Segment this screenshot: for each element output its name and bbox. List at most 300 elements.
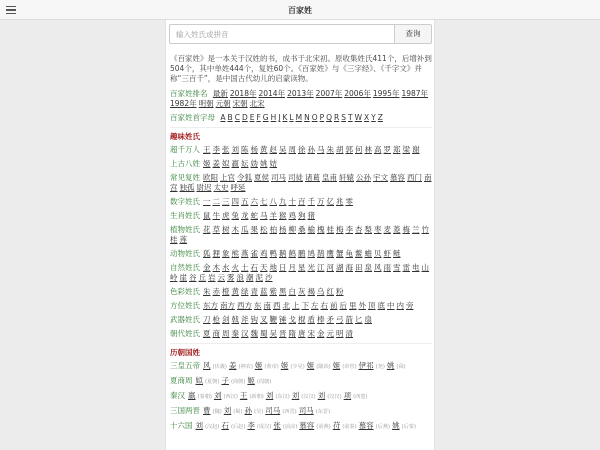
surname-link[interactable]: 潮 bbox=[246, 273, 254, 282]
surname-link[interactable]: 梅 bbox=[402, 225, 410, 234]
surname-link[interactable]: 石 bbox=[221, 421, 229, 430]
letter-link[interactable]: O bbox=[311, 113, 318, 122]
surname-link[interactable]: 司马 bbox=[298, 406, 314, 415]
surname-link[interactable]: 刘 bbox=[195, 421, 203, 430]
surname-link[interactable]: 鹅 bbox=[279, 249, 287, 258]
surname-link[interactable]: 东方 bbox=[203, 301, 218, 310]
surname-link[interactable]: 雷 bbox=[402, 263, 410, 272]
surname-link[interactable]: 海 bbox=[345, 263, 353, 272]
surname-link[interactable]: 雨 bbox=[383, 263, 391, 272]
surname-link[interactable]: 司马 bbox=[265, 406, 281, 415]
surname-link[interactable]: 徐 bbox=[298, 145, 306, 154]
surname-link[interactable]: 姬 bbox=[247, 376, 255, 385]
rank-link[interactable]: 1982年 bbox=[170, 99, 197, 108]
letter-link[interactable]: E bbox=[249, 113, 255, 122]
surname-link[interactable]: 叉 bbox=[260, 315, 268, 324]
surname-link[interactable]: 零 bbox=[345, 197, 353, 206]
surname-link[interactable]: 槐 bbox=[317, 225, 325, 234]
surname-link[interactable]: 石 bbox=[250, 263, 258, 272]
surname-link[interactable]: 红 bbox=[326, 287, 334, 296]
surname-link[interactable]: 木 bbox=[212, 263, 220, 272]
surname-link[interactable]: 水 bbox=[222, 263, 230, 272]
surname-link[interactable]: 何 bbox=[355, 145, 363, 154]
surname-link[interactable]: 果 bbox=[250, 225, 258, 234]
surname-link[interactable]: 姞 bbox=[269, 159, 277, 168]
surname-link[interactable]: 姬 bbox=[332, 361, 341, 370]
surname-link[interactable]: 菱 bbox=[393, 225, 401, 234]
letter-link[interactable]: N bbox=[304, 113, 310, 122]
surname-link[interactable]: 朱 bbox=[203, 287, 211, 296]
surname-link[interactable]: 狸 bbox=[212, 249, 220, 258]
surname-link[interactable]: 杏 bbox=[355, 225, 363, 234]
surname-link[interactable]: 妘 bbox=[241, 159, 249, 168]
rank-link[interactable]: 1987年 bbox=[401, 89, 429, 98]
surname-link[interactable]: 呼延 bbox=[230, 183, 246, 192]
surname-link[interactable]: 匕 bbox=[355, 315, 363, 324]
surname-link[interactable]: 百 bbox=[298, 197, 306, 206]
surname-link[interactable]: 刘 bbox=[223, 406, 232, 415]
surname-link[interactable]: 鳖 bbox=[355, 249, 363, 258]
surname-link[interactable]: 崖 bbox=[179, 273, 187, 282]
surname-link[interactable]: 梨 bbox=[364, 225, 372, 234]
surname-link[interactable]: 八 bbox=[269, 197, 277, 206]
rank-link[interactable]: 1995年 bbox=[372, 89, 400, 98]
surname-link[interactable]: 后 bbox=[339, 301, 347, 310]
surname-link[interactable]: 牛 bbox=[212, 211, 220, 220]
surname-link[interactable]: 上 bbox=[292, 301, 300, 310]
surname-link[interactable]: 天 bbox=[260, 263, 268, 272]
surname-link[interactable]: 张 bbox=[222, 145, 230, 154]
letter-link[interactable]: J bbox=[278, 113, 281, 122]
surname-link[interactable]: 晋 bbox=[279, 329, 287, 338]
surname-link[interactable]: 夏侯 bbox=[254, 173, 269, 182]
surname-link[interactable]: 黑 bbox=[279, 287, 287, 296]
surname-link[interactable]: 南 bbox=[263, 301, 271, 310]
surname-link[interactable]: 贝 bbox=[374, 249, 382, 258]
surname-link[interactable]: 蓝 bbox=[260, 287, 268, 296]
surname-link[interactable]: 谢 bbox=[412, 145, 420, 154]
surname-link[interactable]: 鹊 bbox=[317, 249, 325, 258]
surname-link[interactable]: 河 bbox=[326, 263, 334, 272]
surname-link[interactable]: 龙 bbox=[241, 211, 249, 220]
surname-link[interactable]: 十 bbox=[288, 197, 296, 206]
rank-link[interactable]: 北宋 bbox=[249, 99, 265, 108]
surname-link[interactable]: 姬 bbox=[254, 361, 263, 370]
surname-link[interactable]: 万 bbox=[317, 197, 325, 206]
surname-link[interactable]: 魏 bbox=[250, 329, 258, 338]
surname-link[interactable]: 虎 bbox=[222, 211, 230, 220]
surname-link[interactable]: 七 bbox=[260, 197, 268, 206]
surname-link[interactable]: 紫 bbox=[269, 287, 277, 296]
surname-link[interactable]: 姚 bbox=[386, 361, 395, 370]
rank-link[interactable]: 2006年 bbox=[344, 89, 371, 98]
surname-link[interactable]: 吴 bbox=[269, 329, 277, 338]
surname-link[interactable]: 郭 bbox=[345, 145, 353, 154]
surname-link[interactable]: 姜 bbox=[228, 361, 237, 370]
surname-link[interactable]: 姚 bbox=[260, 159, 268, 168]
surname-link[interactable]: 赤 bbox=[212, 287, 220, 296]
surname-link[interactable]: 九 bbox=[279, 197, 287, 206]
surname-link[interactable]: 六 bbox=[250, 197, 258, 206]
letter-link[interactable]: L bbox=[289, 113, 294, 122]
surname-link[interactable]: 伊祁 bbox=[358, 361, 374, 370]
surname-link[interactable]: 枪 bbox=[212, 315, 220, 324]
dynasty-note: (新朝) bbox=[249, 394, 264, 400]
surname-link[interactable]: 中 bbox=[387, 301, 395, 310]
surname-link[interactable]: 欧阳 bbox=[203, 173, 218, 182]
rank-link[interactable]: 宋朝 bbox=[232, 99, 248, 108]
surname-link[interactable]: 马 bbox=[260, 211, 268, 220]
surname-link[interactable]: 子 bbox=[221, 376, 229, 385]
surname-link[interactable]: 扇 bbox=[364, 315, 372, 324]
surname-link[interactable]: 竹 bbox=[421, 225, 429, 234]
surname-link[interactable]: 项 bbox=[343, 391, 352, 400]
surname-link[interactable]: 戟 bbox=[231, 315, 239, 324]
surname-link[interactable]: 钩 bbox=[250, 315, 258, 324]
surname-link[interactable]: 慕容 bbox=[390, 173, 405, 182]
surname-link[interactable]: 下 bbox=[301, 301, 309, 310]
surname-link[interactable]: 诸葛 bbox=[305, 173, 320, 182]
letter-link[interactable]: Y bbox=[371, 113, 376, 122]
surname-link[interactable]: 龟 bbox=[345, 249, 353, 258]
surname-link[interactable]: 嬴 bbox=[188, 391, 196, 400]
surname-link[interactable]: 底 bbox=[377, 301, 385, 310]
surname-link[interactable]: 元 bbox=[326, 329, 334, 338]
surname-link[interactable]: 鸭 bbox=[269, 249, 277, 258]
surname-link[interactable]: 羊 bbox=[269, 211, 277, 220]
surname-link[interactable]: 罗 bbox=[383, 145, 391, 154]
surname-link[interactable]: 金 bbox=[317, 329, 325, 338]
surname-link[interactable]: 莲 bbox=[179, 235, 187, 244]
surname-link[interactable]: 矛 bbox=[326, 315, 334, 324]
surname-link[interactable]: 汉 bbox=[241, 329, 249, 338]
letter-link[interactable]: F bbox=[256, 113, 261, 122]
surname-link[interactable]: 令狐 bbox=[237, 173, 252, 182]
surname-link[interactable]: 树 bbox=[222, 225, 230, 234]
surname-link[interactable]: 浪 bbox=[236, 273, 244, 282]
letter-link[interactable]: W bbox=[354, 113, 363, 122]
surname-link[interactable]: 星 bbox=[298, 263, 306, 272]
surname-link[interactable]: 月 bbox=[288, 263, 296, 272]
surname-link[interactable]: 湖 bbox=[336, 263, 344, 272]
surname-link[interactable]: 郑 bbox=[393, 145, 401, 154]
rank-link[interactable]: 最新 bbox=[212, 89, 228, 98]
surname-link[interactable]: 五 bbox=[241, 197, 249, 206]
surname-link[interactable]: 鞭 bbox=[269, 315, 277, 324]
surname-link[interactable]: 李 bbox=[247, 421, 255, 430]
surname-link[interactable]: 李 bbox=[212, 145, 220, 154]
surname-link[interactable]: 姜 bbox=[212, 159, 220, 168]
surname-link[interactable]: 鹰 bbox=[326, 249, 334, 258]
surname-link[interactable]: 光 bbox=[307, 263, 315, 272]
search-button[interactable]: 查询 bbox=[394, 24, 432, 44]
surname-link[interactable]: 兔 bbox=[231, 211, 239, 220]
surname-link[interactable]: 王 bbox=[239, 391, 248, 400]
surname-link[interactable]: 鼠 bbox=[203, 211, 211, 220]
surname-link[interactable]: 妫 bbox=[250, 159, 258, 168]
surname-link[interactable]: 刘 bbox=[317, 391, 326, 400]
surname-link[interactable]: 刘 bbox=[291, 391, 300, 400]
surname-link[interactable]: 狐 bbox=[203, 249, 211, 258]
surname-link[interactable]: 谷 bbox=[189, 273, 197, 282]
surname-link[interactable]: 雀 bbox=[250, 249, 258, 258]
surname-link[interactable]: 姬 bbox=[306, 361, 315, 370]
surname-link[interactable]: 马 bbox=[317, 145, 325, 154]
surname-link[interactable]: 鸡 bbox=[288, 211, 296, 220]
surname-link[interactable]: 狗 bbox=[298, 211, 306, 220]
surname-link[interactable]: 锤 bbox=[279, 315, 287, 324]
letter-link[interactable]: P bbox=[319, 113, 325, 122]
surname-link[interactable]: 桑 bbox=[298, 225, 306, 234]
surname-link[interactable]: 杨 bbox=[250, 145, 258, 154]
surname-link[interactable]: 皇甫 bbox=[322, 173, 337, 182]
rank-link[interactable]: 2007年 bbox=[315, 89, 343, 98]
surname-link[interactable]: 慕容 bbox=[358, 421, 374, 430]
surname-link[interactable]: 蟾 bbox=[364, 249, 372, 258]
surname-link[interactable]: 上官 bbox=[220, 173, 235, 182]
surname-link[interactable]: 泥 bbox=[255, 273, 263, 282]
surname-link[interactable]: 蟹 bbox=[336, 249, 344, 258]
surname-link[interactable]: 周 bbox=[222, 329, 230, 338]
letter-link[interactable]: M bbox=[295, 113, 303, 122]
surname-link[interactable]: 内 bbox=[396, 301, 404, 310]
letter-link[interactable]: D bbox=[241, 113, 248, 122]
surname-link[interactable]: 司马 bbox=[271, 173, 286, 182]
letter-link[interactable]: K bbox=[282, 113, 288, 122]
surname-link[interactable]: 柳 bbox=[288, 225, 296, 234]
surname-link[interactable]: 枣 bbox=[374, 225, 382, 234]
surname-link[interactable]: 孙 bbox=[307, 145, 315, 154]
surname-link[interactable]: 三 bbox=[222, 197, 230, 206]
surname-link[interactable]: 姬 bbox=[203, 159, 211, 168]
surname-link[interactable]: 赵 bbox=[269, 145, 277, 154]
surname-link[interactable]: 吴 bbox=[279, 145, 287, 154]
surname-link[interactable]: 张 bbox=[273, 421, 281, 430]
surname-link[interactable]: 土 bbox=[241, 263, 249, 272]
surname-link[interactable]: 江 bbox=[317, 263, 325, 272]
surname-link[interactable]: 火 bbox=[231, 263, 239, 272]
surname-link[interactable]: 云 bbox=[217, 273, 225, 282]
surname-link[interactable]: 杨 bbox=[279, 225, 287, 234]
letter-link[interactable]: H bbox=[270, 113, 277, 122]
surname-link[interactable]: 剑 bbox=[222, 315, 230, 324]
surname-link[interactable]: 姚 bbox=[392, 421, 400, 430]
surname-link[interactable]: 日 bbox=[279, 263, 287, 272]
surname-link[interactable]: 隋 bbox=[288, 329, 296, 338]
surname-link[interactable]: 周 bbox=[288, 145, 296, 154]
surname-link[interactable]: 尉迟 bbox=[196, 183, 212, 192]
letter-link[interactable]: C bbox=[234, 113, 240, 122]
letter-link[interactable]: Q bbox=[326, 113, 333, 122]
surname-link[interactable]: 梁 bbox=[402, 145, 410, 154]
surname-link[interactable]: 燕 bbox=[241, 249, 249, 258]
surname-link[interactable]: 盾 bbox=[307, 315, 315, 324]
surname-link[interactable]: 一 bbox=[203, 197, 211, 206]
surname-link[interactable]: 宇文 bbox=[373, 173, 388, 182]
dynasty-note: (帝喾) bbox=[342, 364, 357, 370]
surname-link[interactable]: 曹 bbox=[203, 406, 211, 415]
surname-link[interactable]: 唐 bbox=[298, 329, 306, 338]
surname-link[interactable]: 雾 bbox=[227, 273, 235, 282]
surname-link[interactable]: 高 bbox=[374, 145, 382, 154]
surname-link[interactable]: 前 bbox=[330, 301, 338, 310]
surname-link[interactable]: 虾 bbox=[383, 249, 391, 258]
surname-link[interactable]: 千 bbox=[307, 197, 315, 206]
surname-link[interactable]: 熊 bbox=[231, 249, 239, 258]
surname-link[interactable]: 岭 bbox=[170, 273, 178, 282]
letter-link[interactable]: S bbox=[341, 113, 347, 122]
surname-link[interactable]: 西 bbox=[273, 301, 281, 310]
letter-link[interactable]: T bbox=[348, 113, 353, 122]
surname-link[interactable]: 棒 bbox=[317, 315, 325, 324]
surname-link[interactable]: 鲢 bbox=[393, 249, 401, 258]
surname-link[interactable]: 孙 bbox=[244, 406, 252, 415]
surname-link[interactable]: 兰 bbox=[412, 225, 420, 234]
surname-link[interactable]: 绿 bbox=[241, 287, 249, 296]
letter-link[interactable]: B bbox=[227, 113, 233, 122]
surname-link[interactable]: 桂 bbox=[326, 225, 334, 234]
surname-link[interactable]: 刘 bbox=[231, 145, 239, 154]
surname-link[interactable]: 刀 bbox=[203, 315, 211, 324]
surname-link[interactable]: 王 bbox=[203, 145, 211, 154]
surname-link[interactable]: 山 bbox=[421, 263, 429, 272]
rank-link[interactable]: 元朝 bbox=[215, 99, 231, 108]
surname-link[interactable]: 西方 bbox=[237, 301, 252, 310]
surname-link[interactable]: 黄 bbox=[231, 287, 239, 296]
surname-link[interactable]: 朱 bbox=[326, 145, 334, 154]
surname-link[interactable]: 顶 bbox=[368, 301, 376, 310]
surname-link[interactable]: 电 bbox=[412, 263, 420, 272]
letter-link[interactable]: A bbox=[220, 113, 226, 122]
rank-link[interactable]: 2014年 bbox=[258, 89, 286, 98]
letter-link[interactable]: G bbox=[262, 113, 269, 122]
surname-link[interactable]: 沙 bbox=[265, 273, 273, 282]
surname-link[interactable]: 鸡 bbox=[260, 249, 268, 258]
surname-link[interactable]: 梅 bbox=[336, 225, 344, 234]
surname-link[interactable]: 林 bbox=[364, 145, 372, 154]
surname-link[interactable]: 李 bbox=[345, 225, 353, 234]
surname-link[interactable]: 乌 bbox=[317, 287, 325, 296]
surname-link[interactable]: 泉 bbox=[364, 263, 372, 272]
surname-link[interactable]: 右 bbox=[320, 301, 328, 310]
surname-link[interactable]: 象 bbox=[222, 249, 230, 258]
surname-link[interactable]: 苻 bbox=[332, 421, 341, 430]
surname-link[interactable]: 猪 bbox=[307, 211, 315, 220]
surname-link[interactable]: 秦 bbox=[231, 329, 239, 338]
surname-link[interactable]: 刘 bbox=[265, 391, 274, 400]
rank-link[interactable]: 2018年 bbox=[229, 89, 257, 98]
surname-link[interactable]: 丘 bbox=[198, 273, 206, 282]
surname-link[interactable]: 田 bbox=[355, 263, 363, 272]
surname-link[interactable]: 四 bbox=[231, 197, 239, 206]
surname-link[interactable]: 刘 bbox=[213, 391, 222, 400]
surname-link[interactable]: 太史 bbox=[213, 183, 229, 192]
surname-link[interactable]: 金 bbox=[203, 263, 211, 272]
surname-link[interactable]: 东 bbox=[254, 301, 262, 310]
surname-link[interactable]: 二 bbox=[212, 197, 220, 206]
surname-link[interactable]: 斧 bbox=[241, 315, 249, 324]
surname-link[interactable]: 旁 bbox=[406, 301, 414, 310]
surname-link[interactable]: 姬 bbox=[280, 361, 289, 370]
surname-link[interactable]: 西门 bbox=[407, 173, 422, 182]
surname-link[interactable]: 南宫 bbox=[170, 173, 432, 192]
surname-link[interactable]: 箭 bbox=[345, 315, 353, 324]
surname-link[interactable]: 棍 bbox=[298, 315, 306, 324]
surname-link[interactable]: 木 bbox=[231, 225, 239, 234]
surname-link[interactable]: 岩 bbox=[208, 273, 216, 282]
surname-link[interactable]: 鸠 bbox=[307, 249, 315, 258]
surname-link[interactable]: 地 bbox=[269, 263, 277, 272]
letter-link[interactable]: X bbox=[364, 113, 370, 122]
surname-link[interactable]: 胡 bbox=[336, 145, 344, 154]
rank-link[interactable]: 2013年 bbox=[287, 89, 314, 98]
surname-link[interactable]: 弓 bbox=[336, 315, 344, 324]
surname-link[interactable]: 橙 bbox=[222, 287, 230, 296]
surname-link[interactable]: 柏 bbox=[269, 225, 277, 234]
surname-link[interactable]: 南方 bbox=[220, 301, 235, 310]
surname-link[interactable]: 慕容 bbox=[299, 421, 315, 430]
surname-link[interactable]: 夏 bbox=[203, 329, 211, 338]
surname-link[interactable]: 嬴 bbox=[231, 159, 239, 168]
surname-link[interactable]: 左 bbox=[311, 301, 319, 310]
surname-link[interactable]: 瓜 bbox=[241, 225, 249, 234]
surname-link[interactable]: 公孙 bbox=[356, 173, 371, 182]
surname-link[interactable]: 独孤 bbox=[179, 183, 195, 192]
surname-link[interactable]: 兆 bbox=[336, 197, 344, 206]
surname-link[interactable]: 松 bbox=[260, 225, 268, 234]
surname-link[interactable]: 花 bbox=[203, 225, 211, 234]
surname-link[interactable]: 雪 bbox=[393, 263, 401, 272]
surname-link[interactable]: 司徒 bbox=[288, 173, 303, 182]
surname-link[interactable]: 鹏 bbox=[298, 249, 306, 258]
surname-link[interactable]: 桂 bbox=[170, 235, 178, 244]
surname-link[interactable]: 粉 bbox=[336, 287, 344, 296]
surname-link[interactable]: 黄 bbox=[260, 145, 268, 154]
surname-link[interactable]: 外 bbox=[358, 301, 366, 310]
surname-link[interactable]: 褐 bbox=[307, 287, 315, 296]
surname-link[interactable]: 亿 bbox=[326, 197, 334, 206]
surname-link[interactable]: 姒 bbox=[195, 376, 203, 385]
surname-link[interactable]: 明 bbox=[336, 329, 344, 338]
surname-link[interactable]: 北 bbox=[282, 301, 290, 310]
surname-link[interactable]: 猴 bbox=[279, 211, 287, 220]
surname-link[interactable]: 灰 bbox=[298, 287, 306, 296]
letter-link[interactable]: Z bbox=[377, 113, 383, 122]
surname-link[interactable]: 风 bbox=[203, 361, 211, 370]
dynasty-note: (秦朝) bbox=[197, 394, 212, 400]
surname-link[interactable]: 商 bbox=[212, 329, 220, 338]
surname-link[interactable]: 风 bbox=[374, 263, 382, 272]
surname-link[interactable]: 宋 bbox=[307, 329, 315, 338]
surname-link[interactable]: 里 bbox=[349, 301, 357, 310]
surname-link[interactable]: 清 bbox=[345, 329, 353, 338]
surname-link[interactable]: 白 bbox=[288, 287, 296, 296]
surname-link[interactable]: 鹤 bbox=[288, 249, 296, 258]
surname-link[interactable]: 青 bbox=[250, 287, 258, 296]
rank-link[interactable]: 明朝 bbox=[198, 99, 214, 108]
surname-link[interactable]: 陈 bbox=[241, 145, 249, 154]
search-input[interactable] bbox=[169, 24, 394, 44]
surname-link[interactable]: 蛇 bbox=[250, 211, 258, 220]
surname-link[interactable]: 轩辕 bbox=[339, 173, 354, 182]
surname-link[interactable]: 榆 bbox=[307, 225, 315, 234]
surname-link[interactable]: 戈 bbox=[288, 315, 296, 324]
surname-link[interactable]: 麦 bbox=[383, 225, 391, 234]
surname-link[interactable]: 姒 bbox=[222, 159, 230, 168]
letter-link[interactable]: R bbox=[334, 113, 340, 122]
surname-link[interactable]: 草 bbox=[212, 225, 220, 234]
surname-link[interactable]: 蜀 bbox=[260, 329, 268, 338]
